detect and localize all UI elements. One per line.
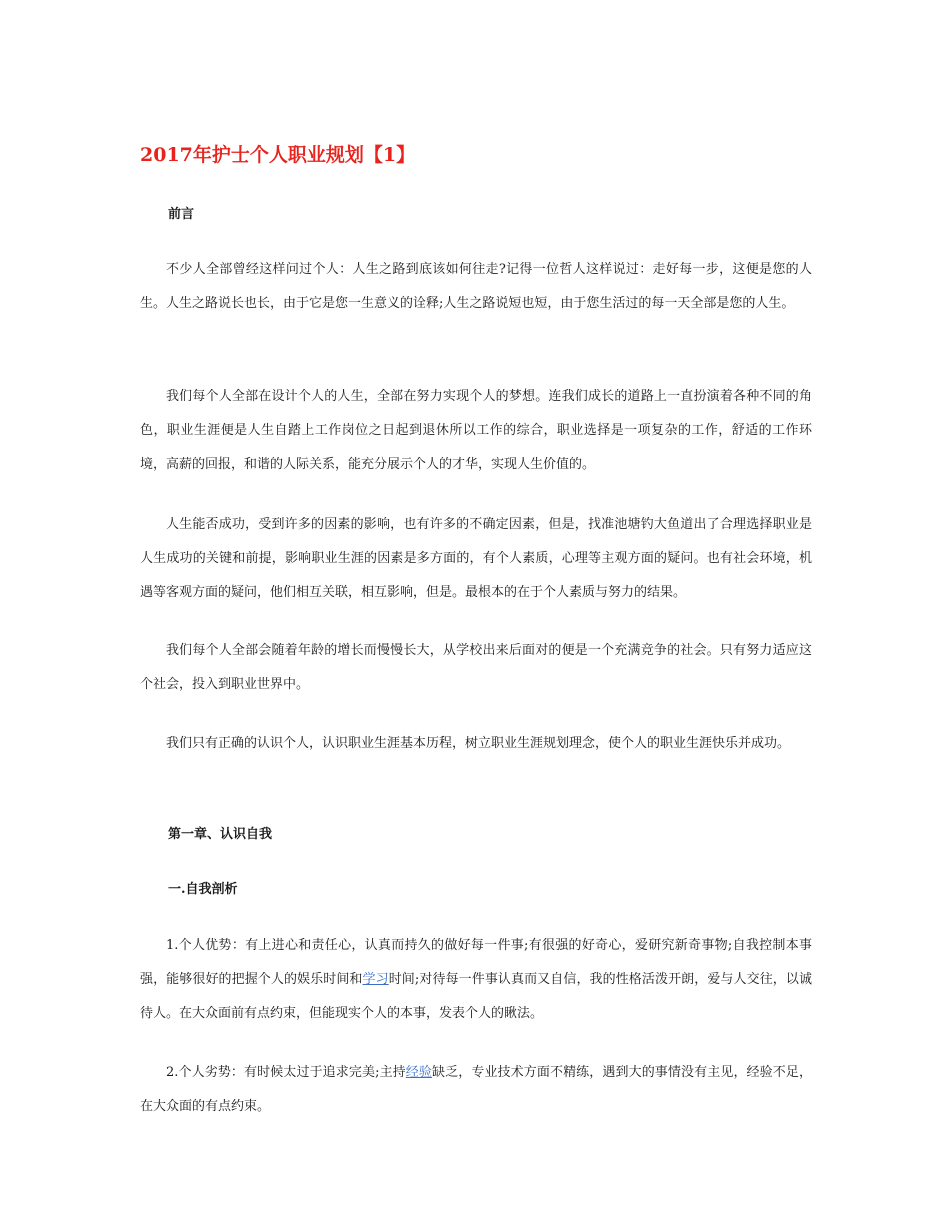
paragraph-4: 我们每个人全部会随着年龄的增长而慢慢长大，从学校出来后面对的便是一个充满竞争的社会。只有努力适应这个社会，投入到职业世界中。 — [140, 643, 812, 692]
paragraph-1: 不少人全部曾经这样问过个人：人生之路到底该如何往走?记得一位哲人这样说过：走好每一步，这便是您的人生。人生之路说长也长，由于它是您一生意义的诠释;人生之路说短也短，由于您生活过的每一天全部是您的人生。 — [140, 262, 812, 311]
strengths-paragraph — [140, 929, 812, 1031]
strengths-text-1: 1.个人优势：有上进心和责任心，认真而持久的做好每一件事;有很强的好奇心，爱研究新奇事物;自我控制本事强，能够很好的把握个人的娱乐时间和 — [140, 938, 812, 987]
document-title: 2017年护士个人职业规划【1】 — [140, 144, 416, 166]
chapter-1-heading: 第一章、认识自我 — [168, 827, 273, 842]
section-1-heading: 一.自我剖析 — [168, 882, 238, 897]
study-link[interactable]: 学习 — [362, 972, 389, 987]
weaknesses-text-1: 2.个人劣势：有时候太过于追求完美;主持 — [166, 1065, 406, 1080]
weaknesses-text-2: 缺乏，专业技术方面不精练，遇到大的事情没有主见，经验不足，在大众面的有点约束。 — [140, 1065, 812, 1114]
preface-heading: 前言 — [168, 207, 195, 222]
strengths-text-2: 时间;对待每一件事认真而又自信，我的性格活泼开朗，爱与人交往，以诚待人。在大众面前有点约束，但能现实个人的本事，发表个人的瞅法。 — [140, 972, 812, 1021]
weaknesses-paragraph — [140, 1056, 812, 1124]
paragraph-2: 我们每个人全部在设计个人的人生，全部在努力实现个人的梦想。连我们成长的道路上一直扮演着各种不同的角色，职业生涯便是人生自踏上工作岗位之日起到退休所以工作的综合，职业选择是一项复杂的工作，舒适的工作环境，高薪的回报，和谐的人际关系，能充分展示个人的才华，实现人生价值的。 — [140, 389, 812, 472]
paragraph-3: 人生能否成功，受到许多的因素的影响，也有许多的不确定因素，但是，找准池塘钓大鱼道出了合理选择职业是人生成功的关键和前提，影响职业生涯的因素是多方面的，有个人素质，心理等主观方面的疑问。也有社会环境，机遇等客观方面的疑问，他们相互关联，相互影响，但是。最根本的在于个人素质与努力的结果。 — [140, 517, 812, 600]
experience-link[interactable]: 经验 — [405, 1065, 433, 1080]
paragraph-5: 我们只有正确的认识个人，认识职业生涯基本历程，树立职业生涯规划理念，使个人的职业生涯快乐并成功。 — [166, 736, 791, 751]
